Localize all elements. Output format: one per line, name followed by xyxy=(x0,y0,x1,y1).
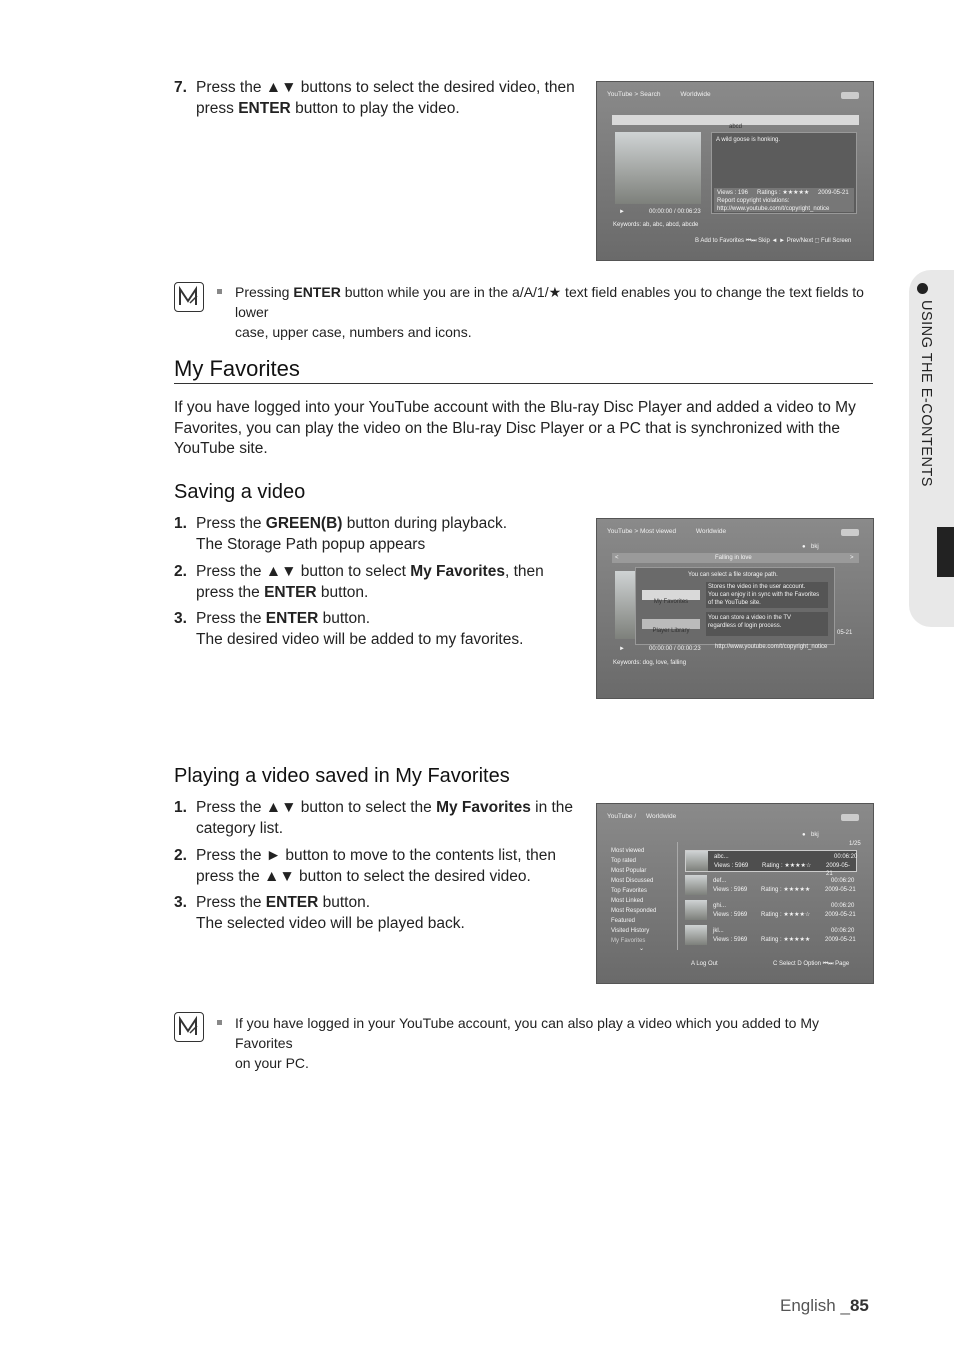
keywords: Keywords: ab, abc, abcd, abcde xyxy=(613,222,699,228)
screen-header: YouTube / Worldwide xyxy=(607,813,677,820)
play-icon: ► xyxy=(619,646,625,652)
category-item[interactable]: Most viewed xyxy=(611,848,645,854)
category-item[interactable]: Top Favorites xyxy=(611,888,648,894)
bullet xyxy=(217,289,222,294)
subsection-title: Playing a video saved in My Favorites xyxy=(174,765,510,787)
category-item[interactable]: Featured xyxy=(611,918,636,924)
saving-step-3: 3. Press the ENTER button. The desired video will be added to my favorites. xyxy=(174,610,524,648)
divider xyxy=(677,842,678,950)
note-text: If you have logged in your YouTube account, you can also play a video which you added to My Favorites on your PC. xyxy=(235,1015,819,1071)
saving-step-2: 2. Press the ▲▼ button to select My Favorites, then press the ENTER button. xyxy=(174,563,544,601)
list-item[interactable]: jkl... 00:06:20 Views : 5969 Rating : ★★★★★ 2009-05-21 xyxy=(685,925,857,947)
time-readout: 00:00:00 / 00:00:23 xyxy=(649,646,701,652)
step-text: Press the ▲▼ buttons to select the desired video, then press ENTER button to play the video. xyxy=(196,79,575,117)
category-item-my-favorites[interactable]: My Favorites xyxy=(611,938,646,944)
category-list xyxy=(611,847,681,952)
screenshot-youtube-search xyxy=(596,81,874,261)
screenshot-storage-path: YouTube > Most viewed Worldwide ● bkj < Falling in love > You can select a file storage path. My Favorites Player Library Stores the video in the user account. You can enjoy it in sync with the Favorites of the YouTube site. You can store a video in the TV regardless of login process. 05-21 http://www.youtube.com/t/copyright_notice ► 00:00:00 / 00:00:23 Keywords: dog, love, falling xyxy=(596,518,874,699)
logo-icon xyxy=(841,529,859,536)
section-title: My Favorites xyxy=(174,356,300,381)
video-thumbnail xyxy=(615,132,701,204)
storage-path-popup: You can select a file storage path. My Favorites Player Library Stores the video in the user account. You can enjoy it in sync with the Favorites of the YouTube site. You can store a video in the TV regardless of login process. xyxy=(635,567,835,645)
note-icon xyxy=(174,282,204,312)
screen-header: YouTube > Most viewed Worldwide xyxy=(607,528,727,535)
category-item[interactable]: Most Linked xyxy=(611,898,644,904)
video-info-panel: A wild goose is honking. Views : 196 Ratings : ★★★★★ 2009-05-21 Report copyright violations: http://www.youtube.com/t/copyright_notice xyxy=(711,132,857,214)
page-footer: English _85 xyxy=(780,1296,869,1315)
my-favorites-button[interactable]: My Favorites xyxy=(642,590,700,600)
chapter-bullet-icon xyxy=(917,283,928,294)
category-item[interactable]: Top rated xyxy=(611,858,637,864)
category-item[interactable]: Visited History xyxy=(611,928,650,934)
screen-footer: C Select D Option ⏮⏭ Page xyxy=(773,961,850,967)
bullet xyxy=(217,1020,222,1025)
playing-step-1: 1. Press the ▲▼ button to select the My Favorites in the category list. xyxy=(174,799,574,837)
title-bar: < Falling in love > xyxy=(612,553,859,563)
list-item[interactable]: abc... 00:06:20 Views : 5969 Rating : ★★★★☆ 2009-05-21 xyxy=(685,850,857,872)
keywords: Keywords: dog, love, falling xyxy=(613,660,687,666)
step-7 xyxy=(174,78,584,120)
screen-footer: B Add to Favorites ⏮⏭ Skip ◄ ► Prev/Next ⬚ Full Screen xyxy=(695,238,852,244)
time-readout: 00:00:00 / 00:06:23 xyxy=(649,209,701,215)
list-item[interactable]: def... 00:06:20 Views : 5969 Rating : ★★★★★ 2009-05-21 xyxy=(685,875,857,897)
logo-icon xyxy=(841,92,859,99)
note-text: Pressing ENTER button while you are in the a/A/1/★ text field enables you to change the text fields to lower case, upper case, numbers and icons. xyxy=(235,284,864,340)
subsection-title: Saving a video xyxy=(174,481,306,503)
category-item[interactable]: Most Discussed xyxy=(611,878,654,884)
step-number: 7. xyxy=(174,79,187,96)
saving-step-1: 1. Press the GREEN(B) button during playback. The Storage Path popup appears xyxy=(174,515,508,553)
chapter-label: USING THE E-CONTENTS xyxy=(918,300,934,487)
page-number: 85 xyxy=(849,1296,869,1315)
page-indicator: 1/25 xyxy=(849,841,861,847)
list-item[interactable]: ghi... 00:06:20 Views : 5969 Rating : ★★★★☆ 2009-05-21 xyxy=(685,900,857,922)
category-item[interactable]: Most Popular xyxy=(611,868,647,874)
user-icon: ● xyxy=(802,832,806,838)
category-item[interactable]: Most Responded xyxy=(611,908,657,914)
section-intro: If you have logged into your YouTube account with the Blu-ray Disc Player and added a video to My Favorites, you can play the video on the Blu-ray Disc Player or a PC that is synchronized with the YouTube site. xyxy=(174,399,856,457)
user-icon: ● xyxy=(802,544,806,550)
chevron-down-icon: ⌄ xyxy=(639,946,645,952)
screen-header: YouTube > Search Worldwide xyxy=(607,91,711,98)
playing-step-3: 3. Press the ENTER button. The selected video will be played back. xyxy=(174,894,465,932)
video-thumbnail xyxy=(615,571,637,639)
chapter-tab-marker xyxy=(937,527,954,577)
play-icon: ► xyxy=(619,209,625,215)
logout-hint: A Log Out xyxy=(691,961,718,967)
user-name: bkj xyxy=(811,544,819,550)
logo-icon xyxy=(841,814,859,821)
section-rule xyxy=(174,383,873,384)
player-library-button[interactable]: Player Library xyxy=(642,619,700,629)
screenshot-my-favorites-list xyxy=(596,803,874,984)
user-name: bkj xyxy=(811,832,819,838)
playing-step-2: 2. Press the ► button to move to the contents list, then press the ▲▼ button to select the desired video. xyxy=(174,847,556,885)
search-field: abcd xyxy=(612,115,859,125)
note-icon xyxy=(174,1012,204,1042)
